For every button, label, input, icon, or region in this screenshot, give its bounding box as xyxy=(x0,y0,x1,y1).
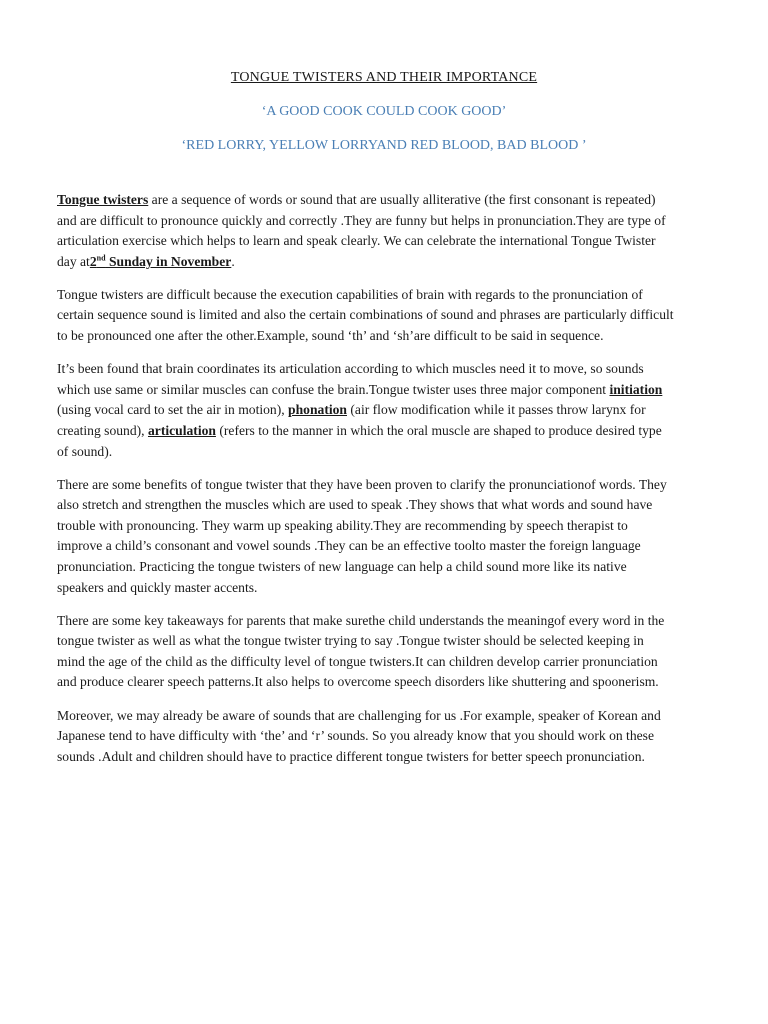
paragraph-5: There are some key takeaways for parents that make surethe child understands the meaningof every word in the tongue twister as well as what the tongue twister trying to say .Tongue twister should be selected keeping in mind the age of the child as the difficulty level of tongue twisters.It can children develop carrier pronunciation and produce clearer speech patterns.It also helps to overcome speech disorders like shuttering and spoonerism. xyxy=(57,612,665,690)
date-number: 2 xyxy=(89,253,97,269)
term-initiation: initiation xyxy=(609,381,663,397)
date-rest: Sunday in November xyxy=(105,253,232,269)
paragraph-4: There are some benefits of tongue twister that they have been proven to clarify the pronunciationof words. They also stretch and strengthen the muscles which are used to speak .They shows that what words and sound have trouble with pronouncing. They warm up speaking ability.They are recommending by speech therapist to improve a child’s consonant and vowel sounds .They can be an effective toolto master the foreign language pronunciation. Practicing the tongue twisters of new language can help a child sound more like its native speakers and quickly master accents. xyxy=(57,476,667,595)
term-phonation: phonation xyxy=(288,402,347,418)
paragraph-1-text: are a sequence of words or sound that are usually alliterative (the first consonant is repeated) and are difficult to pronounce quickly and correctly .They are funny but helps in pronunciation.They are type of articulation exercise which helps to learn and speak clearly. We can celebrate the international Tongue Twister day at xyxy=(57,192,666,269)
paragraph-6: Moreover, we may already be aware of sounds that are challenging for us .For example, speaker of Korean and Japanese tend to have difficulty with ‘the’ and ‘r’ sounds. So you already know that you should work on these sounds .Adult and children should have to practice different tongue twisters for better speech pronunciation. xyxy=(57,707,661,764)
subtitle-2: ‘RED LORRY, YELLOW LORRYAND RED BLOOD, BAD BLOOD ’ xyxy=(181,138,587,153)
paragraph-3-text-1: It’s been found that brain coordinates its articulation according to which muscles need it to move, so sounds which use same or similar muscles can confuse the brain.Tongue twister uses three major component xyxy=(57,361,644,397)
date-highlight xyxy=(90,254,231,269)
subtitle-1: ‘A GOOD COOK COULD COOK GOOD’ xyxy=(261,104,507,119)
paragraph-2: Tongue twisters are difficult because the execution capabilities of brain with regards to the pronunciation of certain sequence sound is limited and also the certain combinations of sound and phrases are particularly difficult to be pronounced one after the other.Example, sound ‘th’ and ‘sh’are difficult to be said in sequence. xyxy=(57,286,674,344)
paragraph-3 xyxy=(57,359,675,462)
paragraph-1-end: . xyxy=(231,253,235,269)
term-tongue-twisters: Tongue twisters xyxy=(57,192,149,207)
document-body xyxy=(57,190,675,780)
paragraph-3-text-3: (air flow modification while it passes throw larynx for creating sound), xyxy=(57,402,646,438)
paragraph-3-text-2: (using vocal card to set the air in motion), xyxy=(57,402,289,418)
paragraph-1 xyxy=(57,190,675,272)
term-articulation: articulation xyxy=(147,422,216,438)
document-title: TONGUE TWISTERS AND THEIR IMPORTANCE xyxy=(230,70,538,85)
date-superscript: nd xyxy=(96,253,106,263)
paragraph-3-text-4: (refers to the manner in which the oral muscle are shaped to produce desired type of sound). xyxy=(57,422,662,459)
